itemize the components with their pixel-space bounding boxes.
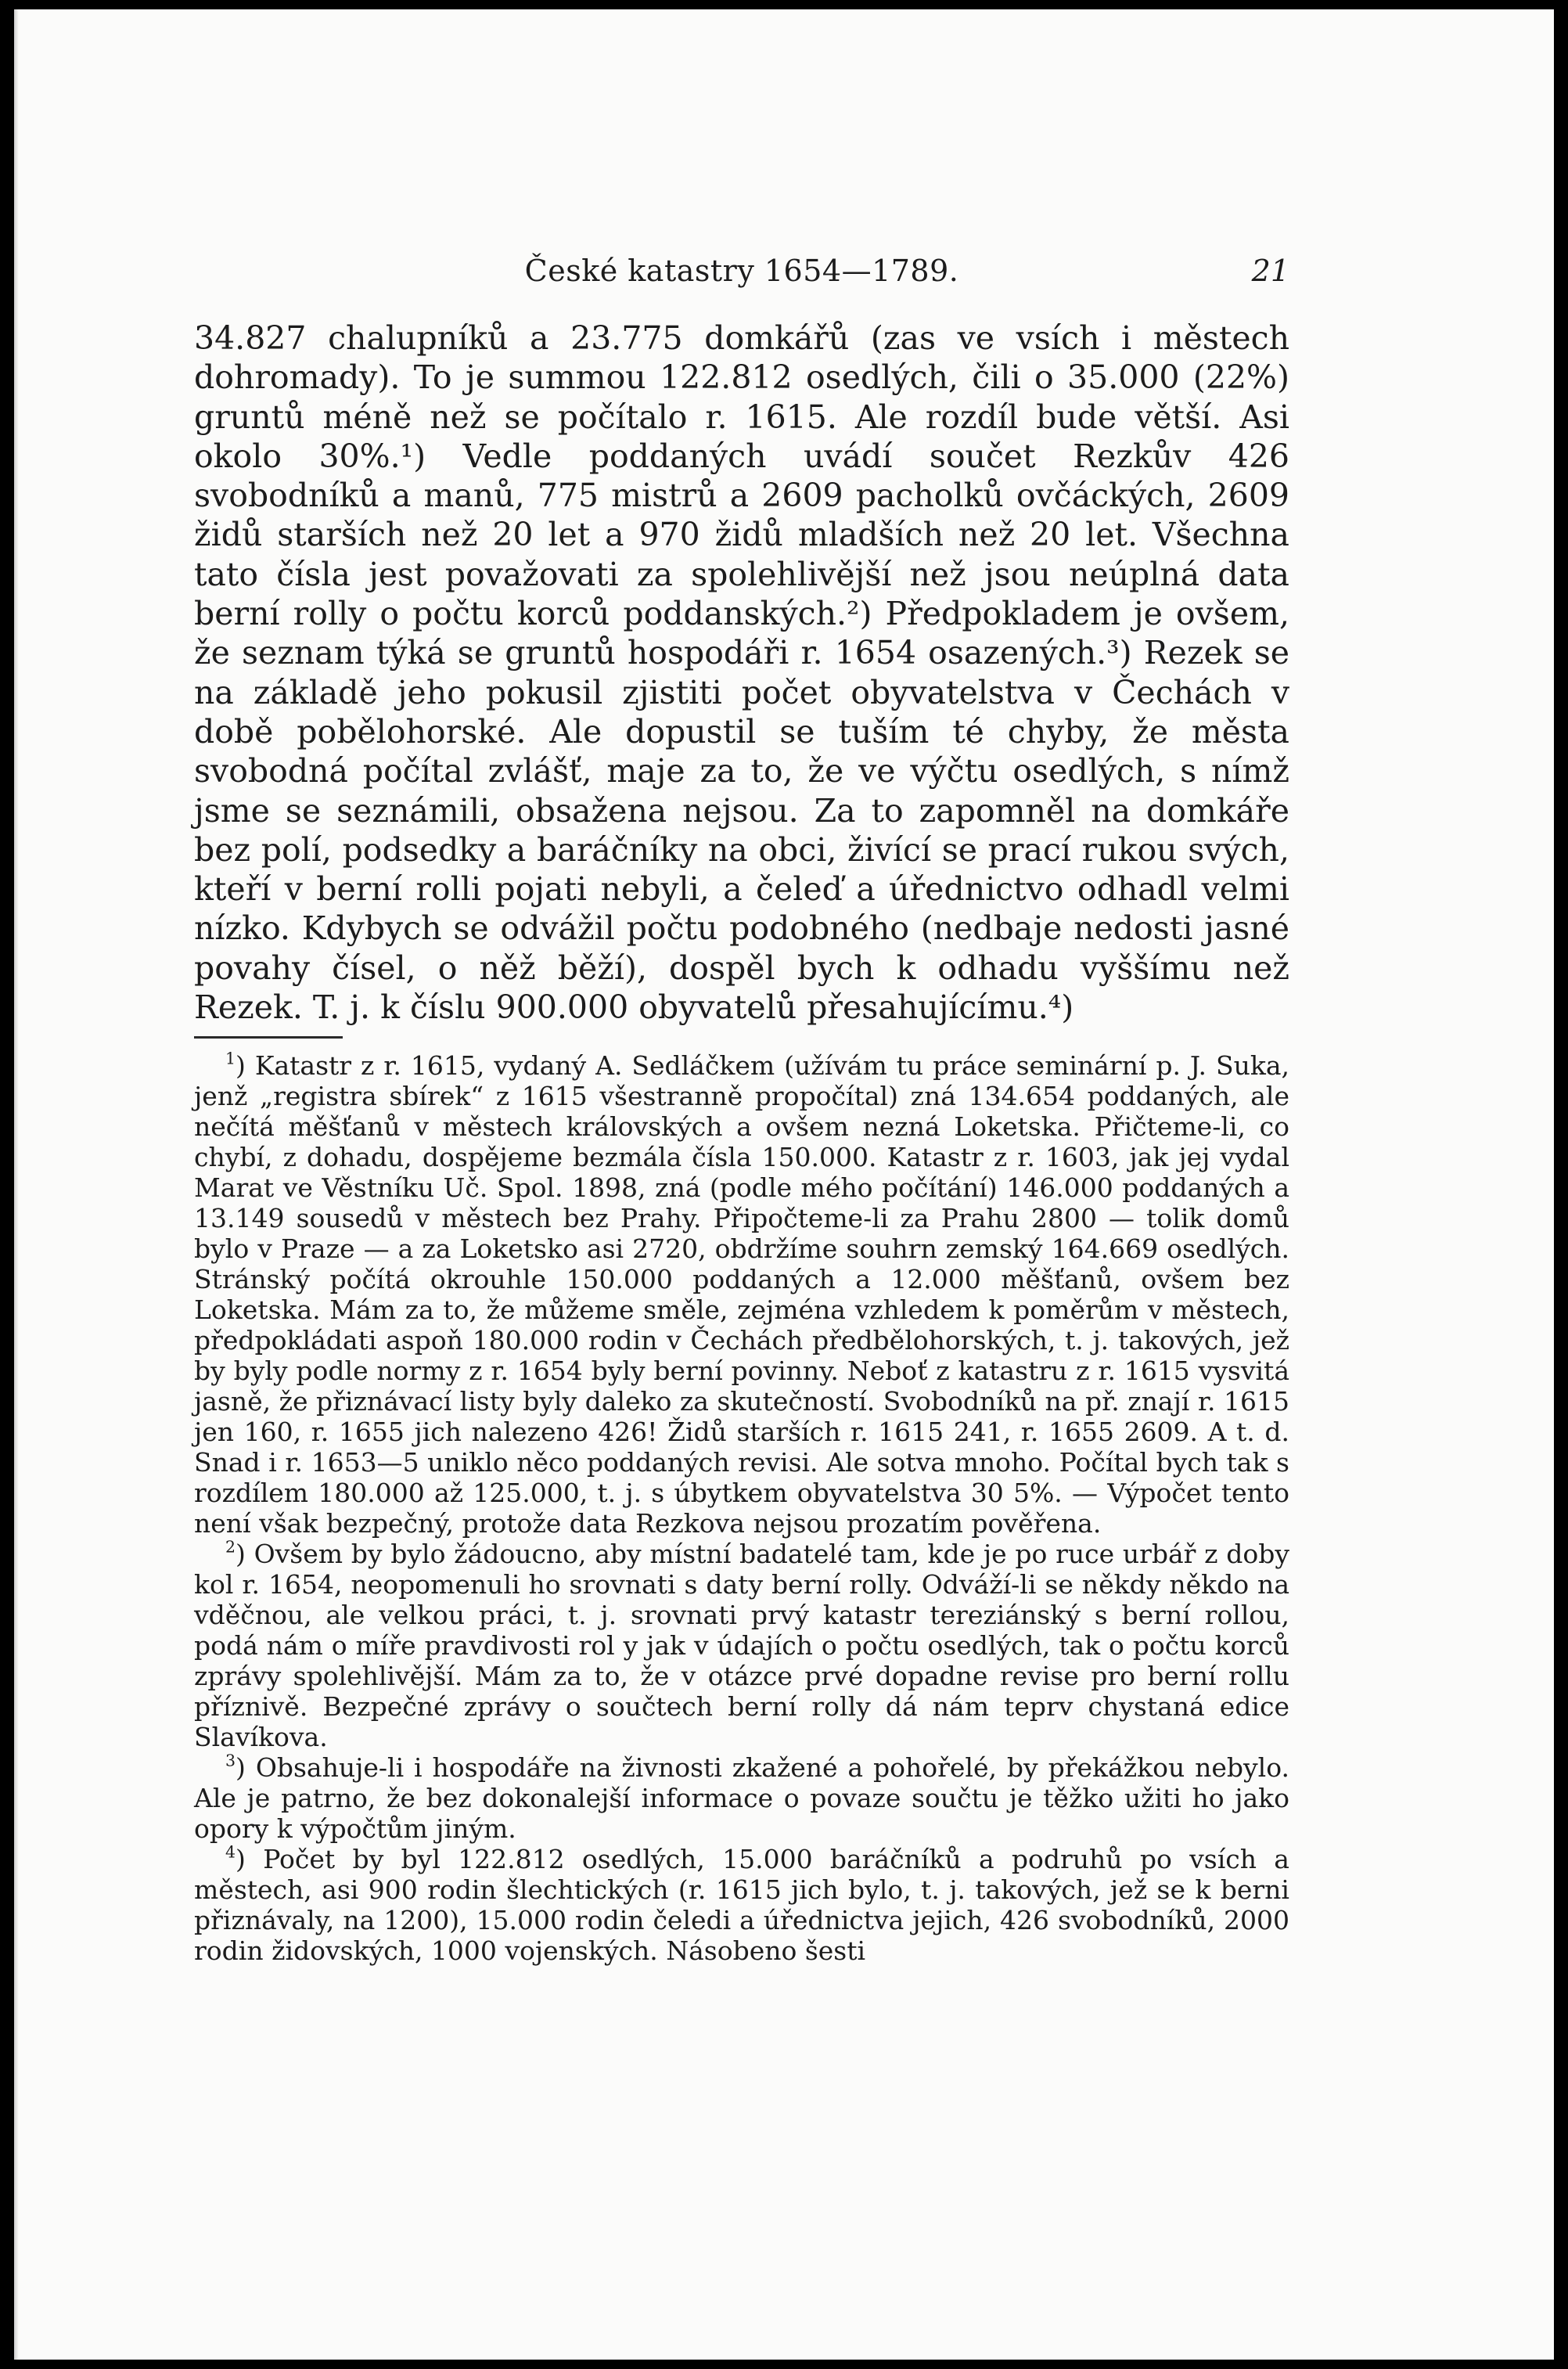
page-edge-shadow bbox=[14, 9, 19, 2360]
footnote-3: $^3$) Obsahuje-li i hospodáře na živnosti zkažené a pohořelé, by překážkou nebylo. Ale je patrno, že bez dokonalejší informace o povaze součtu je těžko užiti ho jako opory k výpočtům jiným. bbox=[194, 1751, 1289, 1844]
footnote-mark: 3 bbox=[225, 1751, 236, 1770]
footnote-separator bbox=[194, 1036, 343, 1039]
running-title: České katastry 1654—1789. bbox=[524, 254, 959, 288]
running-head bbox=[194, 254, 1289, 291]
footnote-mark: 1 bbox=[225, 1049, 236, 1068]
scanned-page bbox=[14, 9, 1554, 2360]
main-paragraph: 34.827 chalupníků a 23.775 domkářů (zas ve vsích i městech dohromady). To je summou 122.812 osedlých, čili o 35.000 (22%) gruntů méně než se počítalo r. 1615. Ale rozdíl bude větší. Asi okolo 30%.¹) Vedle poddaných uvádí součet Rezkův 426 svobodníků a manů, 775 mistrů a 2609 pacholků ovčáckých, 2609 židů starších než 20 let a 970 židů mladších než 20 let. Všechna tato čísla jest považovati za spolehlivější než jsou neúplná data berní rolly o počtu korců poddanských.²) Předpokladem je ovšem, že seznam týká se gruntů hospodáři r. 1654 osazených.³) Rezek se na základě jeho pokusil zjistiti počet obyvatelstva v Čechách v době pobělohorské. Ale dopustil se tuším té chyby, že města svobodná počítal zvlášť, maje za to, že ve výčtu osedlých, s nímž jsme se seznámili, obsažena nejsou. Za to zapomněl na domkáře bez polí, podsedky a baráčníky na obci, živící se prací rukou svých, kteří v berní rolli pojati nebyli, a čeleď a úřednictvo odhadl velmi nízko. Kdybych se odvážil počtu podobného (nedbaje nedosti jasné povahy čísel, o něž běží), dospěl bych k odhadu vyššímu než Rezek. T. j. k číslu 900.000 obyvatelů přesahujícímu.⁴) bbox=[194, 319, 1289, 1027]
main-text-block bbox=[194, 319, 1289, 1027]
footnote-mark: 2 bbox=[225, 1537, 236, 1557]
footnote-2: $^2$) Ovšem by bylo žádoucno, aby místní badatelé tam, kde je po ruce urbář z doby kol r. 1654, neopomenuli ho srovnati s daty berní rolly. Odváží-li se někdy někdo na vděčnou, ale velkou práci, t. j. srovnati prvý katastr tereziánský s berní rollou, podá nám o míře pravdivosti rol y jak v údajích o počtu osedlých, tak o počtu korců zprávy spolehlivější. Mám za to, že v otázce prvé dopadne revise pro berní rollu příznivě. Bezpečné zprávy o součtech berní rolly dá nám teprv chystaná edice Slavíkova. bbox=[194, 1537, 1289, 1752]
footnote-4: $^4$) Počet by byl 122.812 osedlých, 15.000 baráčníků a podruhů po vsích a městech, asi 900 rodin šlechtických (r. 1615 jich bylo, t. j. takových, jež se k berni přiznávaly, na 1200), 15.000 rodin čeledi a úřednictva jejich, 426 svobodníků, 2000 rodin židovských, 1000 vojenských. Násobeno šesti bbox=[194, 1842, 1289, 1966]
footnote-text: Obsahuje-li i hospodáře na živnosti zkažené a pohořelé, by překážkou nebylo. Ale je patrno, že bez dokonalejší informace o povaze součtu je těžko užiti ho jako opory k výpočtům jiným. bbox=[194, 1752, 1289, 1844]
footnote-text: Ovšem by bylo žádoucno, aby místní badatelé tam, kde je po ruce urbář z doby kol r. 1654, neopomenuli ho srovnati s daty berní rolly. Odváží-li se někdy někdo na vděčnou, ale velkou práci, t. j. srovnati prvý katastr tereziánský s berní rollou, podá nám o míře pravdivosti rol y jak v údajích o počtu osedlých, tak o počtu korců zprávy spolehlivější. Mám za to, že v otázce prvé dopadne revise pro berní rollu příznivě. Bezpečné zprávy o součtech berní rolly dá nám teprv chystaná edice Slavíkova. bbox=[194, 1539, 1289, 1752]
footnotes bbox=[194, 1050, 1289, 1966]
footnote-mark: 4 bbox=[225, 1842, 236, 1862]
page-number: 21 bbox=[1251, 254, 1289, 288]
footnote-text: Počet by byl 122.812 osedlých, 15.000 baráčníků a podruhů po vsích a městech, asi 900 rodin šlechtických (r. 1615 jich bylo, t. j. takových, jež se k berni přiznávaly, na 1200), 15.000 rodin čeledi a úřednictva jejich, 426 svobodníků, 2000 rodin židovských, 1000 vojenských. Násobeno šesti bbox=[194, 1844, 1289, 1966]
footnote-text: Katastr z r. 1615, vydaný A. Sedláčkem (užívám tu práce seminární p. J. Suka, jenž „registra sbírek“ z 1615 všestranně propočítal) zná 134.654 poddaných, ale nečítá měšťanů v městech královských a ovšem nezná Loketska. Přičteme-li, co chybí, z dohadu, dospějeme bezmála čísla 150.000. Katastr z r. 1603, jak jej vydal Marat ve Věstníku Uč. Spol. 1898, zná (podle mého počítání) 146.000 poddaných a 13.149 sousedů v městech bez Prahy. Připočteme-li za Prahu 2800 — tolik domů bylo v Praze — a za Loketsko asi 2720, obdržíme souhrn zemský 164.669 osedlých. Stránský počítá okrouhle 150.000 poddaných a 12.000 měšťanů, ovšem bez Loketska. Mám za to, že můžeme směle, zejména vzhledem k poměrům v městech, předpokládati aspoň 180.000 rodin v Čechách předbělohorských, t. j. takových, jež by byly podle normy z r. 1654 byly berní povinny. Neboť z katastru z r. 1615 vysvitá jasně, že přiznávací listy byly daleko za skutečností. Svobodníků na př. znají r. 1615 jen 160, r. 1655 jich nalezeno 426! Židů starších r. 1615 241, r. 1655 2609. A t. d. Snad i r. 1653—5 uniklo něco poddaných revisi. Ale sotva mnoho. Počítal bych tak s rozdílem 180.000 až 125.000, t. j. s úbytkem obyvatelstva 30 5%. — Výpočet tento není však bezpečný, protože data Rezkova nejsou prozatím pověřena. bbox=[194, 1050, 1289, 1539]
footnote-1: $^1$) Katastr z r. 1615, vydaný A. Sedláčkem (užívám tu práce seminární p. J. Suka, jenž „registra sbírek“ z 1615 všestranně propočítal) zná 134.654 poddaných, ale nečítá měšťanů v městech královských a ovšem nezná Loketska. Přičteme-li, co chybí, z dohadu, dospějeme bezmála čísla 150.000. Katastr z r. 1603, jak jej vydal Marat ve Věstníku Uč. Spol. 1898, zná (podle mého počítání) 146.000 poddaných a 13.149 sousedů v městech bez Prahy. Připočteme-li za Prahu 2800 — tolik domů bylo v Praze — a za Loketsko asi 2720, obdržíme souhrn zemský 164.669 osedlých. Stránský počítá okrouhle 150.000 poddaných a 12.000 měšťanů, ovšem bez Loketska. Mám za to, že můžeme směle, zejména vzhledem k poměrům v městech, předpokládati aspoň 180.000 rodin v Čechách předbělohorských, t. j. takových, jež by byly podle normy z r. 1654 byly berní povinny. Neboť z katastru z r. 1615 vysvitá jasně, že přiznávací listy byly daleko za skutečností. Svobodníků na př. znají r. 1615 jen 160, r. 1655 jich nalezeno 426! Židů starších r. 1615 241, r. 1655 2609. A t. d. Snad i r. 1653—5 uniklo něco poddaných revisi. Ale sotva mnoho. Počítal bych tak s rozdílem 180.000 až 125.000, t. j. s úbytkem obyvatelstva 30 5%. — Výpočet tento není však bezpečný, protože data Rezkova nejsou prozatím pověřena. bbox=[194, 1049, 1289, 1539]
